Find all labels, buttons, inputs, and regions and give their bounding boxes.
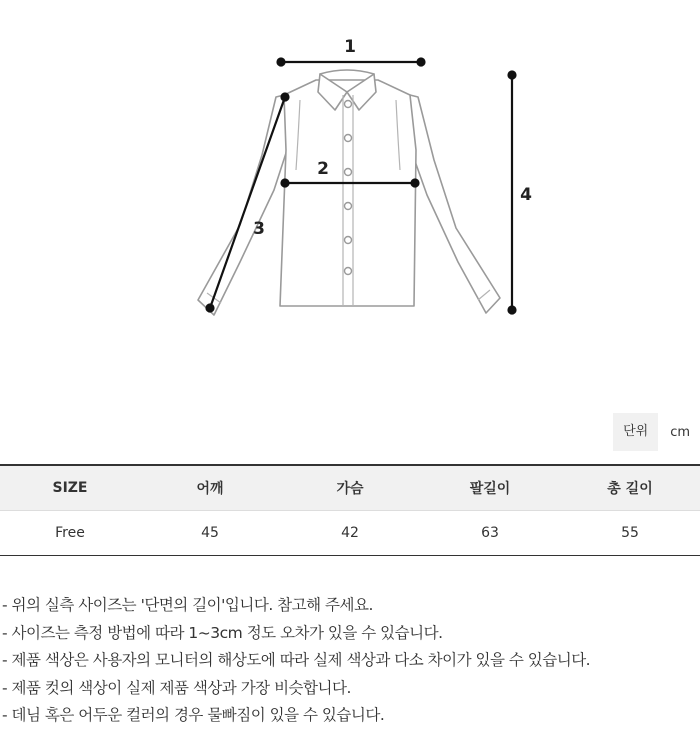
measure-label-3: 3	[253, 219, 265, 239]
right-sleeve	[410, 95, 500, 313]
header-size: SIZE	[0, 465, 140, 511]
header-sleeve: 팔길이	[420, 465, 560, 511]
cell-total-length: 55	[560, 511, 700, 556]
measure-dot	[207, 305, 214, 312]
button	[345, 135, 352, 142]
header-shoulder: 어깨	[140, 465, 280, 511]
unit-value: cm	[670, 424, 690, 440]
measure-dot	[282, 94, 289, 101]
neck-band	[320, 70, 374, 74]
cell-chest: 42	[280, 511, 420, 556]
button	[345, 101, 352, 108]
button	[345, 203, 352, 210]
note-item: - 제품 색상은 사용자의 모니터의 해상도에 따라 실제 색상과 다소 차이가 있을 수 있습니다.	[2, 651, 591, 669]
button	[345, 268, 352, 275]
cell-sleeve: 63	[420, 511, 560, 556]
note-item: - 위의 실측 사이즈는 '단면의 길이'입니다. 참고해 주세요.	[2, 596, 373, 614]
sleeve-measure-line	[210, 97, 285, 308]
button	[345, 169, 352, 176]
unit-indicator	[613, 413, 700, 451]
notes-list	[2, 592, 700, 730]
measure-dot	[509, 72, 516, 79]
measure-dot	[282, 180, 289, 187]
header-total-length: 총 길이	[560, 465, 700, 511]
cell-shoulder: 45	[140, 511, 280, 556]
table-row	[0, 511, 700, 556]
note-item: - 데님 혹은 어두운 컬러의 경우 물빠짐이 있을 수 있습니다.	[2, 706, 385, 724]
cell-size: Free	[0, 511, 140, 556]
measure-dot	[278, 59, 285, 66]
size-table-header	[0, 465, 700, 511]
unit-label: 단위	[613, 413, 658, 451]
measure-label-4: 4	[520, 185, 532, 205]
note-item: - 사이즈는 측정 방법에 따라 1~3cm 정도 오차가 있을 수 있습니다.	[2, 623, 443, 642]
header-chest: 가슴	[280, 465, 420, 511]
measure-dot	[509, 307, 516, 314]
measure-label-1: 1	[344, 37, 356, 57]
size-table	[0, 464, 700, 556]
measure-label-2: 2	[317, 159, 329, 179]
measure-dot	[418, 59, 425, 66]
measure-dot	[412, 180, 419, 187]
note-item: - 제품 컷의 색상이 실제 제품 색상과 가장 비슷합니다.	[2, 678, 351, 697]
button	[345, 237, 352, 244]
